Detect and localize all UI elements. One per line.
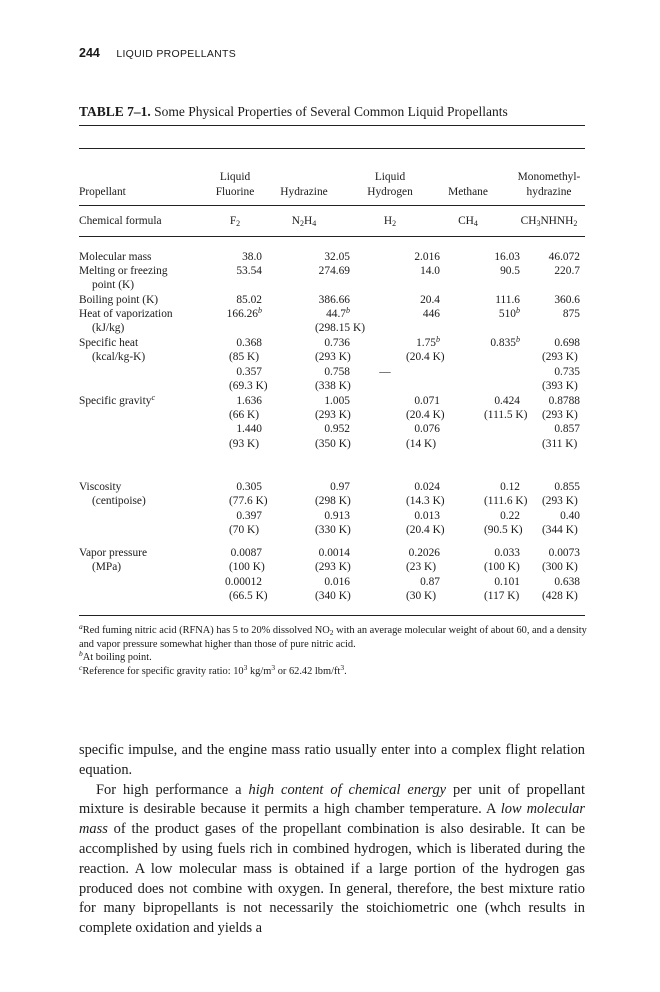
value-cell: 0.913 <box>324 510 350 522</box>
temperature-cell: (66.5 K) <box>229 590 268 602</box>
row-label: point (K) <box>92 279 135 291</box>
value-cell: 0.952 <box>324 423 350 435</box>
value-cell: 1.75$^b$ <box>416 335 440 349</box>
table-label: TABLE 7–1. <box>79 104 151 119</box>
temperature-cell: (20.4 K) <box>406 351 445 363</box>
temperature-cell: (90.5 K) <box>484 524 523 536</box>
temperature-cell: (293 K) <box>542 495 578 507</box>
value-cell: 0.076 <box>414 423 440 435</box>
temperature-cell: (344 K) <box>542 524 578 536</box>
row-label: (kJ/kg) <box>92 322 125 334</box>
value-cell: 38.0 <box>242 251 262 263</box>
value-cell: 0.013 <box>414 510 440 522</box>
value-cell: 46.072 <box>548 251 580 263</box>
temperature-cell: (20.4 K) <box>406 409 445 421</box>
value-cell: 0.835$^b$ <box>490 335 520 349</box>
column-header: Liquid <box>374 171 406 183</box>
formula-cell: $CH_4$ <box>458 215 478 228</box>
value-cell: 1.636 <box>236 395 262 407</box>
temperature-cell: (69.3 K) <box>229 380 268 392</box>
row-label: (kcal/kg-K) <box>92 351 146 363</box>
value-cell: 510$^b$ <box>498 306 520 320</box>
value-cell: 1.005 <box>324 395 350 407</box>
value-cell: 0.12 <box>500 481 520 493</box>
value-cell: 0.698 <box>554 337 580 349</box>
row-label: Melting or freezing <box>79 265 168 277</box>
value-cell: 90.5 <box>500 265 520 277</box>
temperature-cell: (293 K) <box>542 351 578 363</box>
table-top-rule <box>79 125 585 126</box>
body-text <box>79 741 585 939</box>
temperature-cell: (66 K) <box>229 409 260 421</box>
page-number: 244 <box>79 46 100 60</box>
running-header <box>79 44 236 62</box>
value-cell: 0.397 <box>236 510 262 522</box>
column-header: Hydrogen <box>367 186 413 198</box>
temperature-cell: (70 K) <box>229 524 260 536</box>
value-cell: 0.0073 <box>548 547 580 559</box>
column-header: Propellant <box>79 186 126 198</box>
row-label: (MPa) <box>92 561 122 573</box>
value-cell: 274.69 <box>318 265 350 277</box>
column-header: Fluorine <box>215 186 255 198</box>
value-cell: 386.66 <box>318 294 350 306</box>
value-cell: 0.016 <box>324 576 350 588</box>
value-cell: 0.22 <box>500 510 520 522</box>
footnote-a: $^a$Red fuming nitric acid (RFNA) has 5 to 20% dissolved $NO_2$ with an average molecular weight of about 60, and a density and vapor pressure somewhat higher than those of pure nitric acid. <box>79 622 587 650</box>
temperature-cell: (330 K) <box>315 524 351 536</box>
temperature-cell: (393 K) <box>542 380 578 392</box>
value-cell: 0.00012 <box>224 576 262 588</box>
value-cell: 0.857 <box>554 423 580 435</box>
value-cell: 0.101 <box>494 576 520 588</box>
temperature-cell: (14 K) <box>406 438 437 450</box>
value-cell: 85.02 <box>236 294 262 306</box>
value-cell: 166.26$^b$ <box>226 306 262 320</box>
temperature-cell: (14.3 K) <box>406 495 445 507</box>
value-cell: 875 <box>562 308 580 320</box>
temperature-cell: (293 K) <box>542 409 578 421</box>
temperature-cell: (23 K) <box>406 561 437 573</box>
value-cell: 0.0014 <box>318 547 350 559</box>
temperature-cell: (428 K) <box>542 590 578 602</box>
value-cell: 0.855 <box>554 481 580 493</box>
temperature-cell: (338 K) <box>315 380 351 392</box>
paragraph-2: For high performance a high content of chemical energy per unit of propellant mixture is desirable because it permits a high chamber temperature. A low molecular mass of the product gases of the propellant combination is also desirable. It can be accomplished by using fuels rich in combined hydrogen, which is liberated during the reaction. A low molecular mass is obtained if a large portion of the hydrogen gas produced does not combine with oxygen. In general, therefore, the best mixture ratio for many bipropellants is not necessarily the stoichiometric one (whch results in complete oxidation and yields a <box>79 781 585 937</box>
temperature-cell: (20.4 K) <box>406 524 445 536</box>
value-cell: 0.8788 <box>548 395 580 407</box>
row-label: Viscosity <box>79 481 122 493</box>
column-header: hydrazine <box>526 186 572 198</box>
value-cell: 0.97 <box>330 481 350 493</box>
row-label: Boiling point (K) <box>79 294 159 306</box>
value-cell: 53.54 <box>236 265 262 277</box>
temperature-cell: (85 K) <box>229 351 260 363</box>
value-cell: 0.638 <box>554 576 580 588</box>
temperature-cell: (293 K) <box>315 561 351 573</box>
row-label: (centipoise) <box>92 495 146 507</box>
value-cell: 111.6 <box>495 294 520 306</box>
table-title: Some Physical Properties of Several Common Liquid Propellants <box>154 104 508 119</box>
value-cell: 0.758 <box>324 366 350 378</box>
temperature-cell: (340 K) <box>315 590 351 602</box>
row-label: Vapor pressure <box>79 547 148 559</box>
value-cell: 32.05 <box>324 251 350 263</box>
temperature-cell: (30 K) <box>406 590 437 602</box>
value-cell: 0.024 <box>414 481 440 493</box>
value-cell: — <box>379 366 391 378</box>
value-cell: 0.735 <box>554 366 580 378</box>
row-label: Molecular mass <box>79 251 152 263</box>
value-cell: 0.424 <box>494 395 520 407</box>
table-caption <box>79 104 508 120</box>
table-bottom-rule <box>79 615 585 616</box>
footnote-b: $^b$At boiling point. <box>79 649 152 663</box>
paragraph-1: specific impulse, and the engine mass ratio usually enter into a complex flight relation equation. <box>79 742 585 778</box>
column-header: Methane <box>448 186 488 198</box>
temperature-cell: (100 K) <box>229 561 265 573</box>
value-cell: 0.071 <box>414 395 440 407</box>
formula-cell: $H_2$ <box>383 215 397 228</box>
temperature-cell: (298.15 K) <box>315 322 365 334</box>
row-label: Chemical formula <box>79 215 162 227</box>
column-header: Monomethyl- <box>517 171 581 183</box>
formula-rule <box>79 236 585 237</box>
value-cell: 20.4 <box>420 294 440 306</box>
temperature-cell: (100 K) <box>484 561 520 573</box>
formula-cell: $F_2$ <box>229 215 241 228</box>
temperature-cell: (298 K) <box>315 495 351 507</box>
temperature-cell: (350 K) <box>315 438 351 450</box>
temperature-cell: (311 K) <box>542 438 578 450</box>
value-cell: 1.440 <box>236 423 262 435</box>
value-cell: 360.6 <box>554 294 580 306</box>
table-top-rule-2 <box>79 148 585 149</box>
value-cell: 0.736 <box>324 337 350 349</box>
row-label: Specific heat <box>79 337 139 349</box>
temperature-cell: (111.5 K) <box>484 409 528 421</box>
value-cell: 0.40 <box>560 510 580 522</box>
value-cell: 0.033 <box>494 547 520 559</box>
value-cell: 44.7$^b$ <box>326 306 350 320</box>
column-header: Hydrazine <box>280 186 328 198</box>
value-cell: 0.368 <box>236 337 262 349</box>
temperature-cell: (293 K) <box>315 409 351 421</box>
running-title: LIQUID PROPELLANTS <box>116 48 237 60</box>
header-rule <box>79 205 585 206</box>
value-cell: 0.87 <box>420 576 440 588</box>
row-label: Specific gravity$^c$ <box>79 393 155 407</box>
temperature-cell: (117 K) <box>484 590 520 602</box>
footnote-c: $^c$Reference for specific gravity ratio: $10^3$ $kg/m^3$ or 62.42 lbm/$ft^3$. <box>79 663 347 677</box>
value-cell: 0.0087 <box>230 547 262 559</box>
value-cell: 0.357 <box>236 366 262 378</box>
formula-cell: $N_2H_4$ <box>291 215 317 228</box>
column-header: Liquid <box>219 171 251 183</box>
temperature-cell: (300 K) <box>542 561 578 573</box>
value-cell: 14.0 <box>420 265 440 277</box>
value-cell: 220.7 <box>554 265 580 277</box>
formula-cell: $CH_3NHNH_2$ <box>520 215 578 228</box>
value-cell: 446 <box>422 308 440 320</box>
value-cell: 0.2026 <box>408 547 440 559</box>
temperature-cell: (293 K) <box>315 351 351 363</box>
value-cell: 0.305 <box>236 481 262 493</box>
temperature-cell: (111.6 K) <box>484 495 528 507</box>
value-cell: 16.03 <box>494 251 520 263</box>
temperature-cell: (77.6 K) <box>229 495 268 507</box>
value-cell: 2.016 <box>414 251 440 263</box>
temperature-cell: (93 K) <box>229 438 260 450</box>
row-label: Heat of vaporization <box>79 308 173 320</box>
